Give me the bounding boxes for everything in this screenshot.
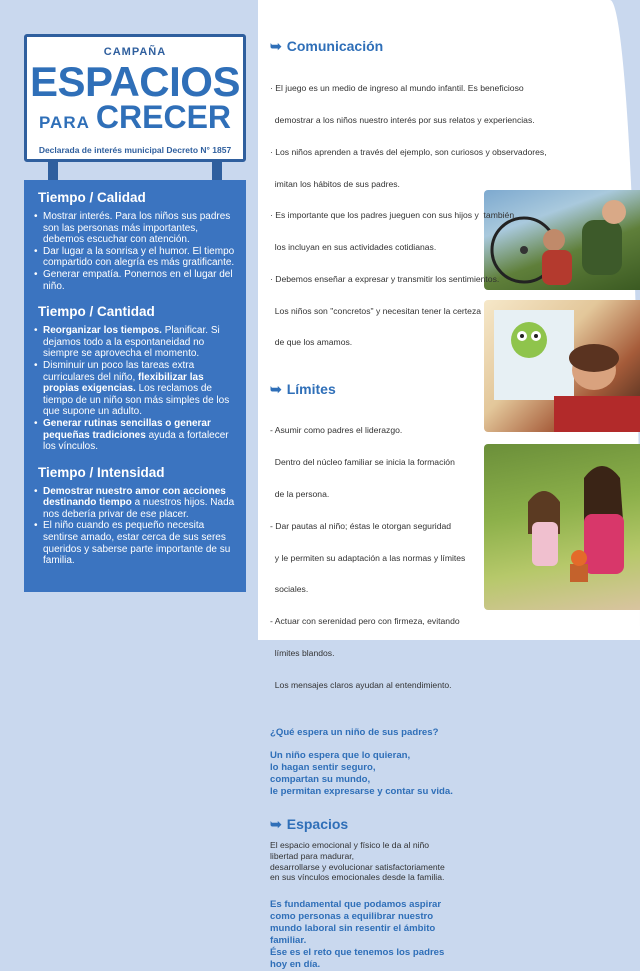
- section-calidad: [34, 190, 236, 292]
- limites-heading: ➥ Límites: [270, 381, 336, 398]
- answer-text: Un niño espera que lo quieran, lo hagan sentir seguro, compartan su mundo, le permitan expresarse y contar su vida.: [270, 750, 453, 798]
- espacios-heading: ➥ Espacios: [270, 816, 349, 833]
- question-heading: ¿Qué espera un niño de sus padres?: [270, 727, 439, 739]
- list-item: • Disminuir un poco las tareas extra curriculares del niño, flexibilizar las propias exigencias. Los reclamos de tiempo de un niño son más simples de los que supone un adulto.: [34, 360, 236, 418]
- list-item: • El niño cuando es pequeño necesita sentirse amado, estar cerca de sus seres queridos y saberse parte importante de su familia.: [34, 520, 236, 566]
- title-crecer: CRECER: [95, 99, 232, 135]
- list-item: • Generar rutinas sencillas o generar pequeñas tradiciones ayuda a fortalecer los vínculos.: [34, 418, 236, 453]
- campaign-sign: [24, 34, 246, 162]
- list-item: • Demostrar nuestro amor con acciones destinando tiempo a nuestros hijos. Nada nos debería privar de ese placer.: [34, 486, 236, 521]
- list-item: • Reorganizar los tiempos. Planificar. Si dejamos todo a la espontaneidad no siempre se aprovecha el momento.: [34, 325, 236, 360]
- declaration-text: Declarada de interés municipal Decreto N° 1857: [38, 145, 232, 155]
- list-item: • Dar lugar a la sonrisa y el humor. El tiempo compartido con alegría es más gratificante.: [34, 246, 236, 269]
- list-item: • Mostrar interés. Para los niños sus padres son las personas más importantes, debemos escuchar con atención.: [34, 211, 236, 246]
- list-item: • Generar empatía. Ponernos en el lugar del niño.: [34, 269, 236, 292]
- closing-text: Es fundamental que podamos aspirar como personas a equilibrar nuestro mundo laboral sin resentir el ámbito familiar. Ése es el reto que tenemos los padres hoy en día.: [270, 898, 445, 970]
- comunicacion-text: · El juego es un medio de ingreso al mundo infantil. Es beneficioso demostrar a los niños nuestro interés por sus relatos y experiencias. · Los niños aprenden a través del ejemplo, son curiosos y observadores, imitan los hábitos de sus padres. · Es importante que los padres jueguen con sus hijos y también los incluyan en sus actividades cotidianas. · Debemos enseñar a expresar y transmitir los sentimientos. Los niños son "concretos" y necesitan tener la certeza de que los amamos.: [270, 83, 547, 348]
- photo-mother-daughter-gardening: [484, 444, 640, 610]
- section-cantidad: [34, 304, 236, 453]
- limites-text: - Asumir como padres el liderazgo. Dentro del núcleo familiar se inicia la formación de la persona. - Dar pautas al niño; éstas le otorgan seguridad y le permiten su adaptación a las normas y límites sociales. - Actuar con serenidad pero con firmeza, evitando límites blandos. Los mensajes claros ayudan al entendimiento.: [270, 425, 466, 690]
- curved-arrow-icon: ➥: [270, 38, 282, 54]
- curved-arrow-icon: ➥: [270, 381, 282, 398]
- curved-arrow-icon: ➥: [270, 816, 282, 833]
- section-intensidad: [34, 465, 236, 567]
- espacios-text: El espacio emocional y físico le da al niño libertad para madurar, desarrollarse y evolucionar satisfactoriamente en sus vínculos emocionales desde la familia.: [270, 840, 445, 883]
- section-title: Tiempo / Cantidad: [38, 304, 155, 320]
- title-espacios: ESPACIOS: [30, 58, 240, 105]
- campaign-label: CAMPAÑA: [103, 46, 167, 58]
- section-title: Tiempo / Calidad: [38, 190, 146, 205]
- title-para: PARA: [38, 113, 90, 132]
- right-content: [270, 38, 547, 971]
- title-row-2: [27, 99, 243, 135]
- comunicacion-heading: ➥ Comunicación: [270, 38, 384, 54]
- tiempo-panel: [24, 180, 246, 592]
- section-title: Tiempo / Intensidad: [38, 464, 165, 480]
